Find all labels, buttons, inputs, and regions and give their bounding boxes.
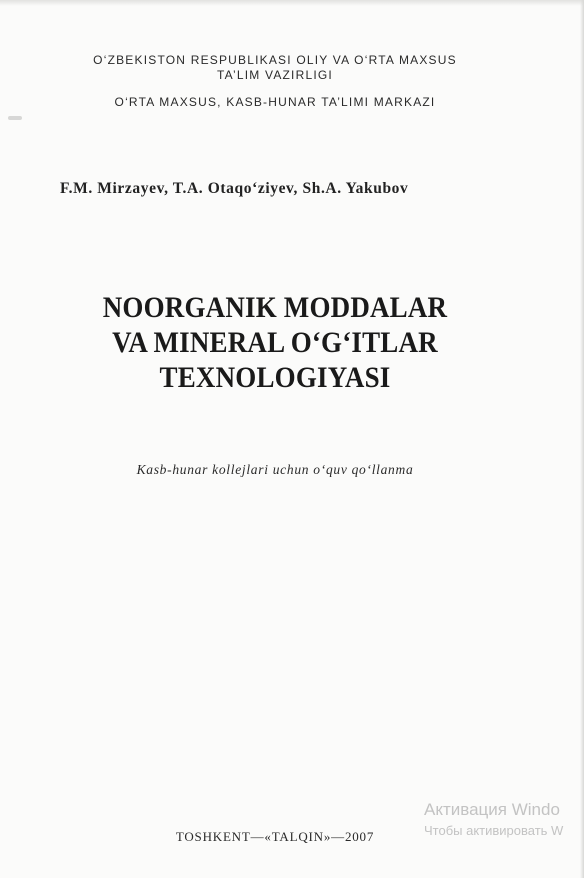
authors: F.M. Mirzayev, T.A. Otaqo‘ziyev, Sh.A. Yakubov	[60, 180, 409, 197]
scan-speck	[8, 116, 22, 120]
windows-activation-watermark-title: Активация Windo	[424, 800, 560, 819]
book-title	[28, 290, 523, 395]
ministry-line-1: O‘ZBEKISTON RESPUBLIKASI OLIY VA O‘RTA MAXSUS	[93, 53, 457, 67]
book-title-line-3: TEXNOLOGIYASI	[159, 361, 391, 394]
scan-top-edge	[0, 0, 584, 6]
book-title-line-2: VA MINERAL O‘G‘ITLAR	[112, 326, 438, 359]
book-subtitle: Kasb-hunar kollejlari uchun o‘quv qo‘llanma	[136, 462, 414, 477]
publisher-imprint: TOSHKENT—«TALQIN»—2007	[175, 829, 375, 844]
book-title-line-1: NOORGANIK MODDALAR	[102, 291, 448, 324]
ministry-line-2: TA’LIM VAZIRLIGI	[217, 68, 333, 82]
education-center: O‘RTA MAXSUS, KASB-HUNAR TA’LIMI MARKAZI	[114, 95, 436, 109]
windows-activation-watermark-text: Чтобы активировать W	[424, 823, 564, 838]
scan-right-edge	[580, 0, 584, 878]
